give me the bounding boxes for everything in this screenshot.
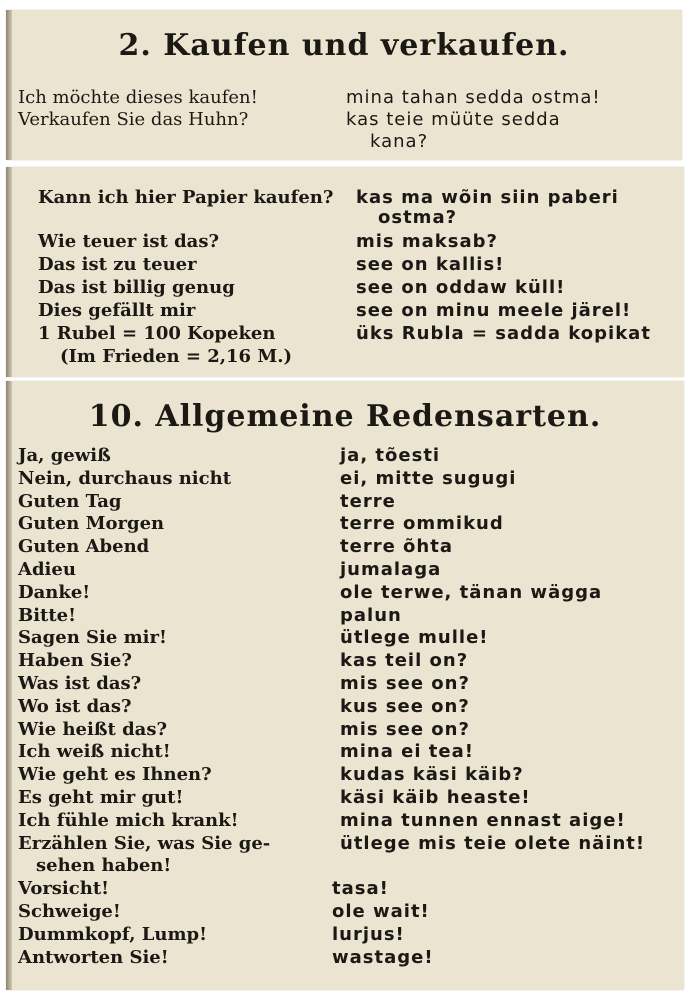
german-phrase: Dies gefällt mir [38,300,196,321]
german-phrase: Guten Abend [18,536,150,558]
estonian-phrase: palun [340,604,402,626]
estonian-phrase: ole wait! [332,901,430,922]
estonian-phrase: wastage! [332,946,434,968]
estonian-phrase: kudas käsi käib? [340,764,524,786]
estonian-phrase: jumalaga [340,559,442,580]
german-phrase: Ich möchte dieses kaufen! [18,87,258,108]
estonian-phrase: kas teie müüte sedda [346,109,561,130]
estonian-phrase: ja, tõesti [340,445,441,466]
estonian-phrase: ostma? [378,207,458,228]
german-phrase: Das ist zu teuer [38,254,197,275]
german-phrase: Ja, gewiß [18,445,111,466]
estonian-phrase: terre [340,490,396,512]
german-phrase: Haben Sie? [18,650,132,672]
section-heading: 2. Kaufen und verkaufen. [118,28,570,63]
german-phrase: Schweige! [18,901,121,922]
german-phrase: Verkaufen Sie das Huhn? [18,109,249,130]
estonian-phrase: ei, mitte sugugi [340,467,517,489]
estonian-phrase: mis see on? [340,718,470,740]
estonian-phrase: see on minu meele järel! [356,300,632,321]
estonian-phrase: üks Rubla = sadda kopikat [356,323,651,344]
german-phrase: Was ist das? [18,673,142,694]
german-phrase: 1 Rubel = 100 Kopeken [38,323,276,344]
german-phrase: Wo ist das? [18,695,132,717]
estonian-phrase: ütlege mulle! [340,627,489,649]
german-phrase: Antworten Sie! [18,946,169,968]
section-heading: 10. Allgemeine Redensarten. [88,399,602,434]
estonian-phrase: kus see on? [340,695,470,717]
german-phrase: sehen haben! [36,855,172,877]
german-phrase: Kann ich hier Papier kaufen? [38,187,334,208]
estonian-phrase: terre õhta [340,536,453,558]
estonian-phrase: mina tahan sedda ostma! [346,87,601,108]
german-phrase: Ich fühle mich krank! [18,809,239,831]
estonian-phrase: mis see on? [340,673,470,694]
german-phrase: Adieu [18,559,76,580]
german-phrase: Wie heißt das? [18,718,168,740]
german-phrase: Dummkopf, Lump! [18,923,208,945]
estonian-phrase: see on kallis! [356,254,505,275]
german-phrase: Wie teuer ist das? [38,231,219,252]
estonian-phrase: lurjus! [332,923,405,945]
estonian-phrase: mina ei tea! [340,741,474,763]
german-phrase: Das ist billig genug [38,277,235,298]
estonian-phrase: see on oddaw küll! [356,277,566,298]
german-phrase: Ich weiß nicht! [18,741,171,763]
estonian-phrase: ütlege mis teie olete näint! [340,832,646,854]
german-phrase: Guten Morgen [18,513,165,535]
estonian-phrase: tasa! [332,878,389,900]
estonian-phrase: kas teil on? [340,650,469,672]
estonian-phrase: kana? [370,131,429,152]
estonian-phrase: ole terwe, tänan wägga [340,581,603,603]
estonian-phrase: kas ma wõin siin paberi [356,187,619,208]
german-phrase: Sagen Sie mir! [18,627,167,649]
german-phrase: Guten Tag [18,490,122,512]
german-phrase: Nein, durchaus nicht [18,467,232,489]
german-phrase: Erzählen Sie, was Sie ge- [18,832,271,854]
estonian-phrase: mis maksab? [356,231,498,252]
clipping-allgemeine-redensarten [6,381,684,990]
estonian-phrase: käsi käib heaste! [340,787,531,808]
clipping-kaufen-verkaufen [6,10,682,160]
estonian-phrase: mina tunnen ennast aige! [340,809,626,831]
german-phrase: (Im Frieden = 2,16 M.) [60,346,293,367]
german-phrase: Danke! [18,581,91,603]
german-phrase: Wie geht es Ihnen? [18,764,212,786]
estonian-phrase: terre ommikud [340,513,504,535]
german-phrase: Bitte! [18,604,77,626]
clipping-prices [6,167,684,377]
german-phrase: Vorsicht! [18,878,110,900]
german-phrase: Es geht mir gut! [18,787,184,808]
